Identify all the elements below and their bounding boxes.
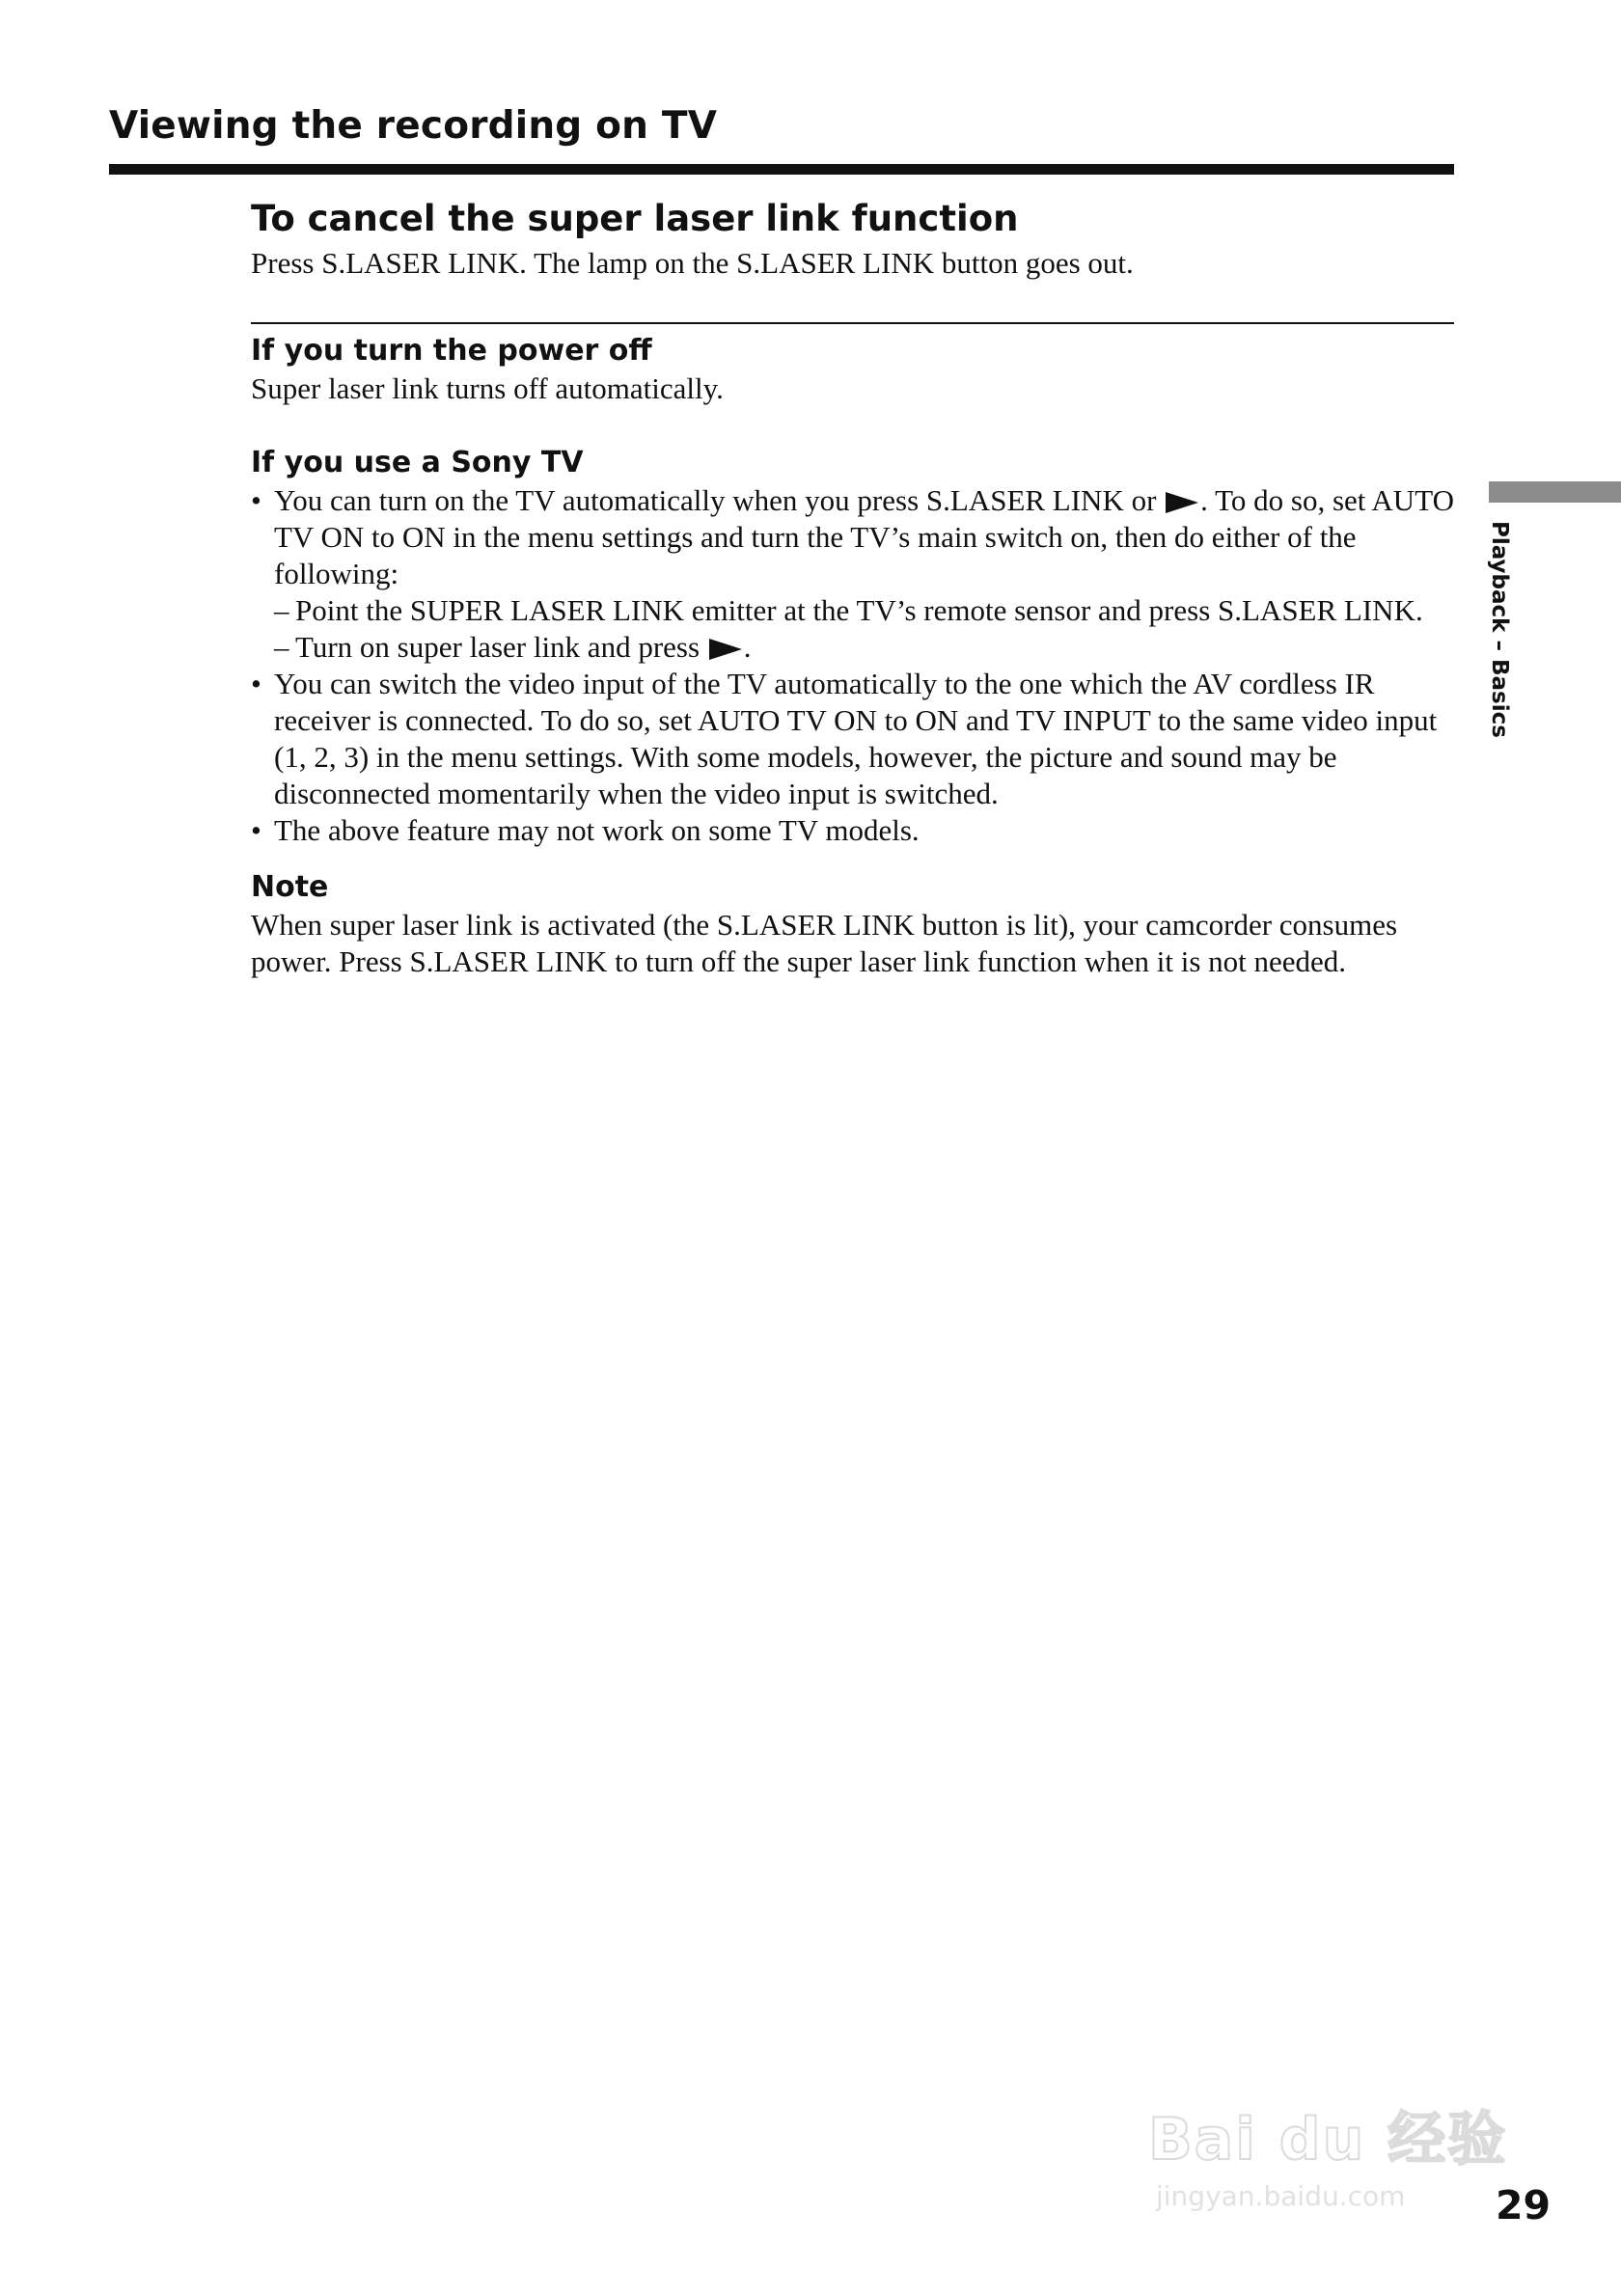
power-off-text: Super laser link turns off automatically. [251,371,724,405]
sony-tv-title: If you use a Sony TV [251,446,584,479]
bullet-mark: • [251,813,261,847]
dash1-text: Point the SUPER LASER LINK emitter at the TV’s remote sensor and press S.LASER LINK. [295,593,1423,627]
power-off-title: If you turn the power off [251,334,652,368]
play-button-icon [709,639,742,660]
list-item [251,482,1457,592]
list-item [251,666,1457,812]
bullet3-text: The above feature may not work on some TV models. [274,813,920,847]
header-rule [109,164,1454,175]
bullet-mark: • [251,483,261,517]
section-label [1470,521,1527,762]
list-item [251,629,1457,666]
page-title: Viewing the recording on TV [109,104,718,148]
cancel-section-title: To cancel the super laser link function [251,198,1019,239]
dash-mark: – [274,593,289,627]
watermark [1148,2036,1515,2228]
list-item [251,592,1457,629]
note-text: When super laser link is activated (the S.LASER LINK button is lit), your camcorder consumes power. Press S.LASER LINK to turn off the super laser link function when it is not needed. [251,908,1398,978]
watermark-url: jingyan.baidu.com [1156,2180,1406,2212]
bullet1-text-b: . To do so, set AUTO TV ON to ON in the menu settings and turn the TV’s main switch on, then do either of the following: [274,483,1454,590]
dash2-text-b: . [743,630,752,664]
section-tab [1489,481,1621,503]
play-button-icon [1166,492,1198,513]
bullet2-text: You can switch the video input of the TV automatically to the one which the AV cordless IR receiver is connected. To do so, set AUTO TV ON to ON and TV INPUT to the same video input (1, 2, 3) in the menu settings. With some models, however, the picture and sound may be disconnected momentarily when the video input is switched. [274,667,1438,810]
dash2-text-a: Turn on super laser link and press [295,630,701,664]
watermark-brand: Bai du 经验 [1148,2106,1508,2173]
dash-mark: – [274,630,289,664]
main-content [251,193,1457,980]
list-item [251,812,1457,849]
cancel-section-text: Press S.LASER LINK. The lamp on the S.LASER LINK button goes out. [251,246,1134,280]
note-title: Note [251,870,329,904]
bullet1-text-a: You can turn on the TV automatically when you press S.LASER LINK or [274,483,1157,517]
page-number: 29 [1496,2182,1552,2228]
section-divider [251,322,1454,324]
section-label-text: Playback – Basics [1487,521,1512,738]
bullet-mark: • [251,667,261,700]
